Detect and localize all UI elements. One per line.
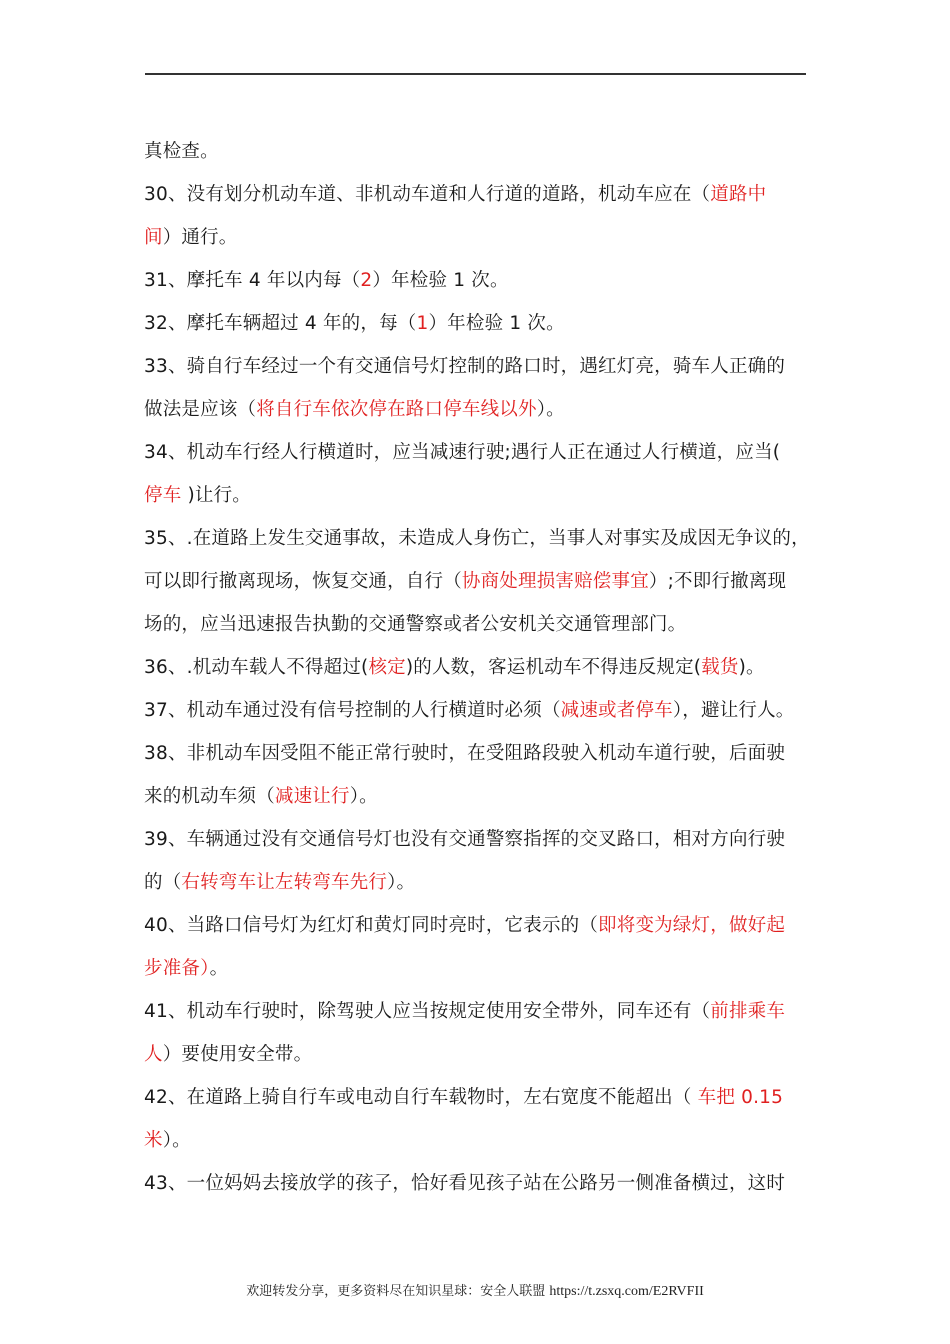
text-line (144, 1169, 824, 1212)
answer-text: 协商处理损害赔偿事宜 (461, 571, 649, 592)
question-text: 的（ (144, 872, 182, 893)
answer-text: 即将变为绿灯，做好起 (598, 915, 786, 936)
answer-text: 车把 0.15 (697, 1087, 784, 1108)
question-text: )让行。 (181, 485, 252, 506)
question-text: 36、.机动车载人不得超过( (144, 657, 369, 678)
question-text: )。 (738, 657, 765, 678)
text-line (144, 1040, 824, 1083)
answer-text: 减速或者停车 (560, 700, 673, 721)
question-text: 35、.在道路上发生交通事故，未造成人身伤亡，当事人对事实及成因无争议的， (144, 528, 810, 549)
question-text: 33、骑自行车经过一个有交通信号灯控制的路口时，遇红灯亮，骑车人正确的 (144, 356, 786, 377)
footer-text: 欢迎转发分享，更多资料尽在知识星球：安全人联盟 (246, 1284, 550, 1299)
text-line (144, 438, 824, 481)
question-text: 38、非机动车因受阻不能正常行驶时，在受阻路段驶入机动车道行驶，后面驶 (144, 743, 786, 764)
text-line (144, 997, 824, 1040)
question-text: 39、车辆通过没有交通信号灯也没有交通警察指挥的交叉路口，相对方向行驶 (144, 829, 786, 850)
text-line (144, 825, 824, 868)
answer-text: 人 (144, 1044, 163, 1065)
question-text: 42、在道路上骑自行车或电动自行车载物时，左右宽度不能超出（ (144, 1087, 698, 1108)
text-line (144, 524, 824, 567)
text-line (144, 395, 824, 438)
question-text: 真检查。 (144, 141, 219, 162)
text-line (144, 223, 824, 266)
answer-text: 米 (144, 1130, 163, 1151)
question-text: 可以即行撤离现场，恢复交通，自行（ (144, 571, 462, 592)
text-line (144, 352, 824, 395)
question-text: 37、机动车通过没有信号控制的人行横道时必须（ (144, 700, 561, 721)
answer-text: 减速让行 (274, 786, 350, 807)
text-line (144, 309, 824, 352)
question-text: 来的机动车须（ (144, 786, 275, 807)
question-text: ），避让行人。 (672, 700, 795, 721)
answer-text: 将自行车依次停在路口停车线以外 (256, 399, 537, 420)
text-line (144, 137, 824, 180)
header-rule (145, 73, 806, 75)
question-text: 场的，应当迅速报告执勤的交通警察或者公安机关交通管理部门。 (144, 614, 687, 635)
text-line (144, 1083, 824, 1126)
document-body (144, 137, 824, 1212)
question-text: ）要使用安全带。 (162, 1044, 313, 1065)
question-text: )的人数，客运机动车不得违反规定( (405, 657, 702, 678)
answer-text: 2 (360, 270, 373, 291)
text-line (144, 1126, 824, 1169)
question-text: ）通行。 (162, 227, 238, 248)
question-text: 30、没有划分机动车道、非机动车道和人行道的道路，机动车应在（ (144, 184, 711, 205)
answer-text: 核定 (368, 657, 406, 678)
text-line (144, 739, 824, 782)
footer (0, 1280, 950, 1300)
answer-text: 步准备） (144, 958, 210, 979)
answer-text: 载货 (701, 657, 739, 678)
question-text: 31、摩托车 4 年以内每（ (144, 270, 361, 291)
question-text: 40、当路口信号灯为红灯和黄灯同时亮时，它表示的（ (144, 915, 599, 936)
text-line (144, 653, 824, 696)
text-line (144, 481, 824, 524)
question-text: ）。 (162, 1130, 191, 1151)
text-line (144, 180, 824, 223)
question-text: 41、机动车行驶时，除驾驶人应当按规定使用安全带外，同车还有（ (144, 1001, 711, 1022)
text-line (144, 567, 824, 610)
footer-url[interactable]: https://t.zsxq.com/E2RVFII (549, 1284, 704, 1299)
question-text: ）。 (349, 786, 378, 807)
question-text: ）;不即行撤离现 (648, 571, 787, 592)
answer-text: 间 (144, 227, 163, 248)
question-text: ）。 (536, 399, 565, 420)
text-line (144, 911, 824, 954)
answer-text: 前排乘车 (710, 1001, 786, 1022)
text-line (144, 610, 824, 653)
answer-text: 1 (416, 313, 429, 334)
question-text: ）年检验 1 次。 (428, 313, 565, 334)
text-line (144, 782, 824, 825)
question-text: 43、一位妈妈去接放学的孩子，恰好看见孩子站在公路另一侧准备横过，这时 (144, 1173, 786, 1194)
question-text: 。 (209, 958, 229, 979)
answer-text: 右转弯车让左转弯车先行 (181, 872, 388, 893)
text-line (144, 954, 824, 997)
question-text: 做法是应该（ (144, 399, 257, 420)
text-line (144, 266, 824, 309)
question-text: ）年检验 1 次。 (372, 270, 509, 291)
question-text: ）。 (387, 872, 416, 893)
text-line (144, 868, 824, 911)
answer-text: 道路中 (710, 184, 767, 205)
answer-text: 停车 (144, 485, 182, 506)
text-line (144, 696, 824, 739)
question-text: 34、机动车行经人行横道时，应当减速行驶;遇行人正在通过人行横道，应当( (144, 442, 781, 463)
question-text: 32、摩托车辆超过 4 年的，每（ (144, 313, 417, 334)
